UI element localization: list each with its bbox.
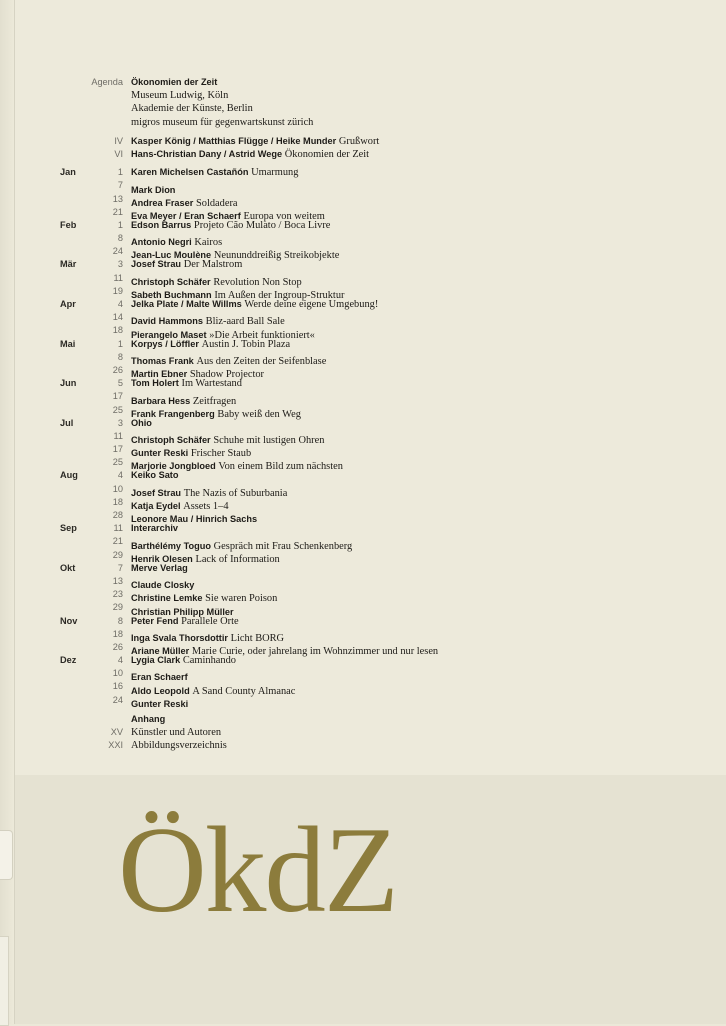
entry-author: Christoph Schäfer [131, 276, 211, 287]
entry-author: Kasper König / Matthias Flügge / Heike Munder [131, 135, 337, 146]
venue: migros museum für gegenwartskunst zürich [131, 116, 314, 128]
venue: Akademie der Künste, Berlin [131, 103, 253, 115]
entry-author: Mark Dion [131, 184, 176, 195]
entry-author: Antonio Negri [131, 237, 192, 248]
entry-day: 3 [117, 259, 123, 270]
entry-author: Pierangelo Maset [131, 329, 207, 340]
entry-day: 11 [113, 272, 123, 283]
entry-day: 7 [117, 562, 123, 573]
entry-month: Jul [60, 417, 74, 428]
entry-day: 26 [112, 364, 123, 375]
entry-day: 26 [112, 641, 123, 652]
entry-day: 8 [117, 233, 123, 244]
entry-month: Jun [60, 378, 77, 389]
entry-title: Werde deine eigene Umgebung! [244, 299, 379, 310]
entry-day: 4 [117, 655, 123, 666]
entry-day: 5 [117, 378, 123, 389]
entry-title: Baby weiß den Weg [217, 408, 301, 420]
entry-day: 29 [112, 602, 123, 613]
calendar-entry [60, 166, 710, 179]
entry-day: 18 [112, 496, 123, 507]
entry-author: Henrik Olesen [131, 553, 193, 564]
entry-title: Aus den Zeiten der Seifenblase [196, 355, 327, 367]
appendix-entry [60, 739, 710, 752]
entry-author: Inga Svala Thorsdottir [131, 632, 228, 643]
entry-title: Umarmung [251, 167, 299, 179]
entry-title: The Nazis of Suburbania [183, 487, 288, 499]
appendix-title: Künstler und Autoren [131, 727, 222, 738]
preface-entry [60, 148, 710, 161]
entry-day: 8 [117, 615, 123, 626]
entry-day: 28 [112, 510, 123, 520]
entry-day: 8 [117, 351, 123, 362]
calendar-entry [60, 667, 710, 683]
agenda-label: Agenda [91, 77, 123, 87]
page-number: XV [110, 727, 123, 737]
entry-author: Lygia Clark [131, 655, 181, 666]
entry-author: Gunter Reski [131, 448, 189, 459]
entry-author: Claude Closky [131, 580, 195, 591]
calendar-entry [60, 469, 710, 482]
page-number: IV [114, 135, 123, 146]
calendar-entry [60, 179, 710, 195]
page-number: XXI [108, 740, 123, 751]
entry-day: 24 [112, 694, 123, 705]
entry-day: 24 [112, 246, 123, 257]
entry-title: Von einem Bild zum nächsten [218, 461, 343, 473]
entry-title: Austin J. Tobin Plaza [201, 338, 291, 350]
calendar-entry [60, 258, 710, 271]
preface-entry [60, 135, 710, 148]
entry-author: Thomas Frank [131, 355, 194, 366]
entry-day: 19 [112, 285, 123, 296]
calendar-entry [60, 522, 710, 535]
entry-month: Okt [60, 562, 76, 573]
entry-title: Kairos [194, 237, 223, 249]
entry-author: Frank Frangenberg [131, 408, 215, 419]
entry-author: Edson Barrus [131, 219, 192, 230]
entry-title: Neununddreißig Streikobjekte [213, 250, 340, 262]
entry-title: Licht BORG [230, 632, 285, 644]
entry-author: Andrea Fraser [131, 197, 194, 208]
calendar-entries [60, 166, 710, 707]
entry-day: 23 [112, 589, 123, 600]
entry-title: Caminhando [182, 655, 236, 667]
entry-author: Leonore Mau / Hinrich Sachs [131, 514, 258, 525]
calendar-entry [60, 535, 710, 552]
entry-month: Mär [60, 259, 77, 270]
entry-title: Shadow Projector [189, 369, 264, 381]
entry-day: 16 [112, 681, 123, 692]
entry-title: Im Wartestand [181, 378, 242, 390]
entry-title: Soldadera [195, 197, 238, 209]
entry-title: Projeto Cão Mulato / Boca Livre [193, 219, 331, 231]
calendar-entry [60, 232, 710, 249]
calendar-entry [60, 483, 710, 499]
calendar-entry [60, 377, 710, 390]
spine-tab [0, 830, 13, 880]
entry-title: Der Malstrom [183, 259, 243, 271]
entry-title: Im Außen der Ingroup-Struktur [214, 290, 345, 302]
entry-day: 10 [112, 483, 123, 494]
appendix-title: Abbildungsverzeichnis [131, 740, 227, 752]
calendar-entry [60, 338, 710, 351]
entry-title: A Sand County Almanac [192, 685, 296, 697]
entry-author: Jean-Luc Moulène [131, 250, 212, 261]
entry-author: Aldo Leopold [131, 685, 190, 696]
entry-month: Sep [60, 523, 77, 534]
entry-title: Bliz-aard Ball Sale [205, 316, 285, 328]
entry-title: Europa von weitem [243, 210, 325, 222]
entry-author: Martin Ebner [131, 369, 188, 380]
entry-day: 17 [112, 444, 123, 455]
entry-title: Ökonomien der Zeit [284, 148, 370, 160]
entry-author: Barbara Hess [131, 395, 191, 406]
entry-month: Apr [60, 299, 76, 309]
entry-author: Eva Meyer / Eran Schaerf [131, 210, 241, 221]
entry-day: 4 [117, 299, 123, 309]
entry-author: Korpys / Löffler [131, 338, 199, 349]
entry-title: »Die Arbeit funktioniert« [209, 329, 315, 341]
entry-author: Christoph Schäfer [131, 435, 211, 446]
entry-day: 1 [117, 167, 123, 178]
calendar-entry [60, 575, 710, 591]
venue-line [60, 89, 710, 102]
entry-day: 1 [117, 219, 123, 230]
calendar-entry [60, 219, 710, 232]
entry-title: Sie waren Poison [205, 593, 278, 605]
entry-author: Sabeth Buchmann [131, 290, 212, 301]
venue: Museum Ludwig, Köln [131, 90, 229, 102]
entry-day: 21 [112, 206, 123, 217]
appendix-entry [60, 726, 710, 739]
calendar-entry [60, 272, 710, 288]
entry-day: 25 [112, 404, 123, 415]
entry-author: Ariane Müller [131, 646, 190, 657]
entry-title: Schuhe mit lustigen Ohren [213, 435, 325, 447]
entry-month: Dez [60, 655, 77, 666]
calendar-entry [60, 390, 710, 407]
entry-day: 11 [113, 430, 123, 441]
spine-strip [0, 936, 9, 1026]
entry-author: Keiko Sato [131, 470, 179, 481]
entry-day: 18 [112, 628, 123, 639]
entry-title: Marie Curie, oder jahrelang im Wohnzimmer und nur lesen [191, 646, 439, 658]
entry-day: 25 [112, 457, 123, 468]
entry-title: Parallele Orte [181, 615, 239, 627]
calendar-entry [60, 351, 710, 367]
entry-day: 29 [112, 549, 123, 560]
entry-day: 21 [112, 536, 123, 547]
entry-author: Eran Schaerf [131, 672, 188, 683]
entry-day: 1 [117, 338, 123, 349]
calendar-entry [60, 311, 710, 328]
okdz-logo: ÖkdZ [118, 801, 397, 938]
entry-day: 13 [112, 575, 123, 586]
entry-author: Katja Eydel [131, 501, 181, 512]
entry-title: Zeitfragen [192, 395, 237, 407]
entry-month: Mai [60, 338, 76, 349]
entry-title: Lack of Information [195, 553, 280, 565]
table-of-contents [60, 76, 710, 752]
appendix-heading: Anhang [131, 713, 166, 724]
entry-day: 17 [112, 391, 123, 402]
entry-author: Ohio [131, 417, 152, 428]
entry-author: Merve Verlag [131, 562, 188, 573]
entry-day: 11 [113, 523, 123, 534]
calendar-entry [60, 628, 710, 644]
publication-title: Ökonomien der Zeit [131, 77, 218, 87]
page-number: VI [114, 148, 123, 159]
entry-author: Josef Strau [131, 487, 182, 498]
entry-month: Aug [60, 470, 78, 481]
entry-title: Gespräch mit Frau Schenkenberg [213, 540, 353, 552]
calendar-entry [60, 298, 710, 311]
entry-day: 7 [117, 180, 123, 191]
entry-author: Tom Holert [131, 378, 179, 389]
entry-author: Barthélémy Toguo [131, 540, 211, 551]
entry-title: Assets 1–4 [183, 501, 229, 513]
entry-author: Marjorie Jongbloed [131, 461, 216, 472]
entry-author: Christian Philipp Müller [131, 606, 234, 617]
venue-line [60, 102, 710, 115]
entry-author: Hans-Christian Dany / Astrid Wege [131, 148, 283, 159]
entry-day: 14 [112, 312, 123, 323]
appendix-heading-row [60, 713, 710, 726]
entry-author: Jelka Plate / Malte Willms [131, 299, 242, 309]
agenda-header [60, 76, 710, 89]
entry-month: Feb [60, 219, 77, 230]
entry-title: Frischer Staub [190, 448, 252, 460]
entry-author: Karen Michelsen Castañón [131, 167, 249, 178]
entry-day: 18 [112, 325, 123, 336]
entry-author: Christine Lemke [131, 593, 203, 604]
spine-edge [14, 0, 15, 1024]
entry-author: Josef Strau [131, 259, 182, 270]
venue-line [60, 116, 710, 129]
entry-author: Interarchiv [131, 523, 178, 534]
entry-title: Revolution Non Stop [213, 276, 302, 288]
calendar-entry [60, 430, 710, 447]
entry-day: 13 [112, 193, 123, 204]
entry-day: 4 [117, 470, 123, 481]
calendar-entry [60, 562, 710, 575]
entry-day: 10 [112, 668, 123, 679]
entry-month: Jan [60, 167, 76, 178]
entry-author: Peter Fend [131, 615, 179, 626]
entry-author: David Hammons [131, 316, 203, 327]
entry-title: Grußwort [338, 135, 380, 147]
entry-author: Gunter Reski [131, 698, 189, 709]
entry-month: Nov [60, 615, 78, 626]
entry-day: 3 [117, 417, 123, 428]
calendar-entry [60, 615, 710, 628]
